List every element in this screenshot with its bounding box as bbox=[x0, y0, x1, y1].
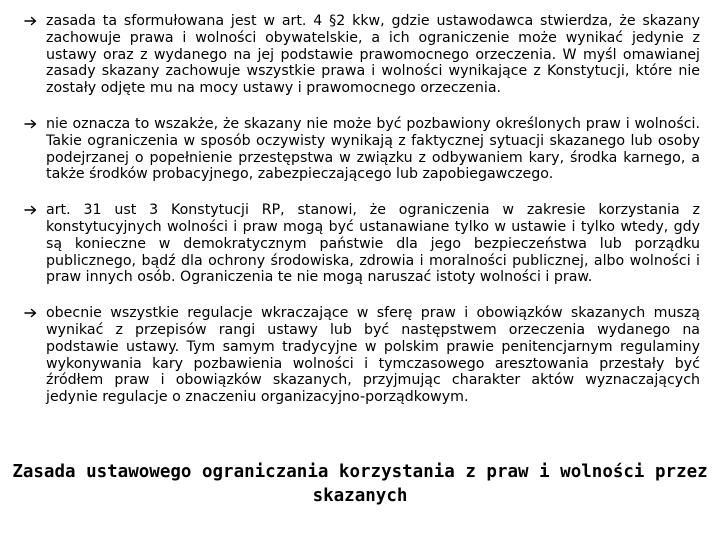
bullet-item-1 bbox=[24, 13, 700, 97]
arrow-bullet-icon bbox=[24, 307, 38, 319]
bullet-list bbox=[24, 13, 700, 406]
bullet-text: zasada ta sformułowana jest w art. 4 §2 kkw, gdzie ustawodawca stwierdza, że skazany zachowuje prawa i wolności obywatelskie, a ich ograniczenie może wynikać jedynie z ustawy oraz z wydanego na jej podstawie prawomocnego orzeczenia. W myśl omawianej zasady skazany zachowuje wszystkie prawa i wolności wynikające z Konstytucji, które nie zostały odjęte mu na mocy ustawy i prawomocnego orzeczenia. bbox=[46, 13, 700, 97]
bullet-item-2 bbox=[24, 116, 700, 183]
bullet-item-3 bbox=[24, 202, 700, 286]
bullet-item-4 bbox=[24, 305, 700, 406]
arrow-bullet-icon bbox=[24, 204, 38, 216]
slide-title: Zasada ustawowego ograniczania korzystania z praw i wolności przez skazanych bbox=[12, 462, 708, 506]
bullet-text: art. 31 ust 3 Konstytucji RP, stanowi, że ograniczenia w zakresie korzystania z konstytucyjnych wolności i praw mogą być ustanawiane tylko w ustawie i tylko wtedy, gdy są konieczne w demokratycznym państwie dla jego bezpieczeństwa lub porządku publicznego, bądź dla ochrony środowiska, zdrowia i moralności publicznej, albo wolności i praw innych osób. Ograniczenia te nie mogą naruszać istoty wolności i praw. bbox=[46, 202, 700, 286]
bullet-text: nie oznacza to wszakże, że skazany nie może być pozbawiony określonych praw i wolności. Takie ograniczenia w sposób oczywisty wynikają z faktycznej sytuacji skazanego lub osoby podejrzanej o popełnienie przestępstwa w związku z odbywaniem kary, środka karnego, a także środków probacyjnego, zabezpieczającego lub zapobiegawczego. bbox=[46, 115, 700, 183]
bullet-text: obecnie wszystkie regulacje wkraczające w sferę praw i obowiązków skazanych muszą wynikać z przepisów rangi ustawy lub być następstwem orzeczenia wydanego na podstawie ustawy. Tym samym tradycyjne w polskim prawie penitencjarnym regulaminy wykonywania kary pozbawienia wolności i tymczasowego aresztowania przestały być źródłem praw i obowiązków skazanych, przyjmując charakter aktów wyznaczających jedynie regulacje o znaczeniu organizacyjno-porządkowym. bbox=[46, 305, 700, 406]
arrow-bullet-icon bbox=[24, 118, 38, 130]
arrow-bullet-icon bbox=[24, 15, 38, 27]
